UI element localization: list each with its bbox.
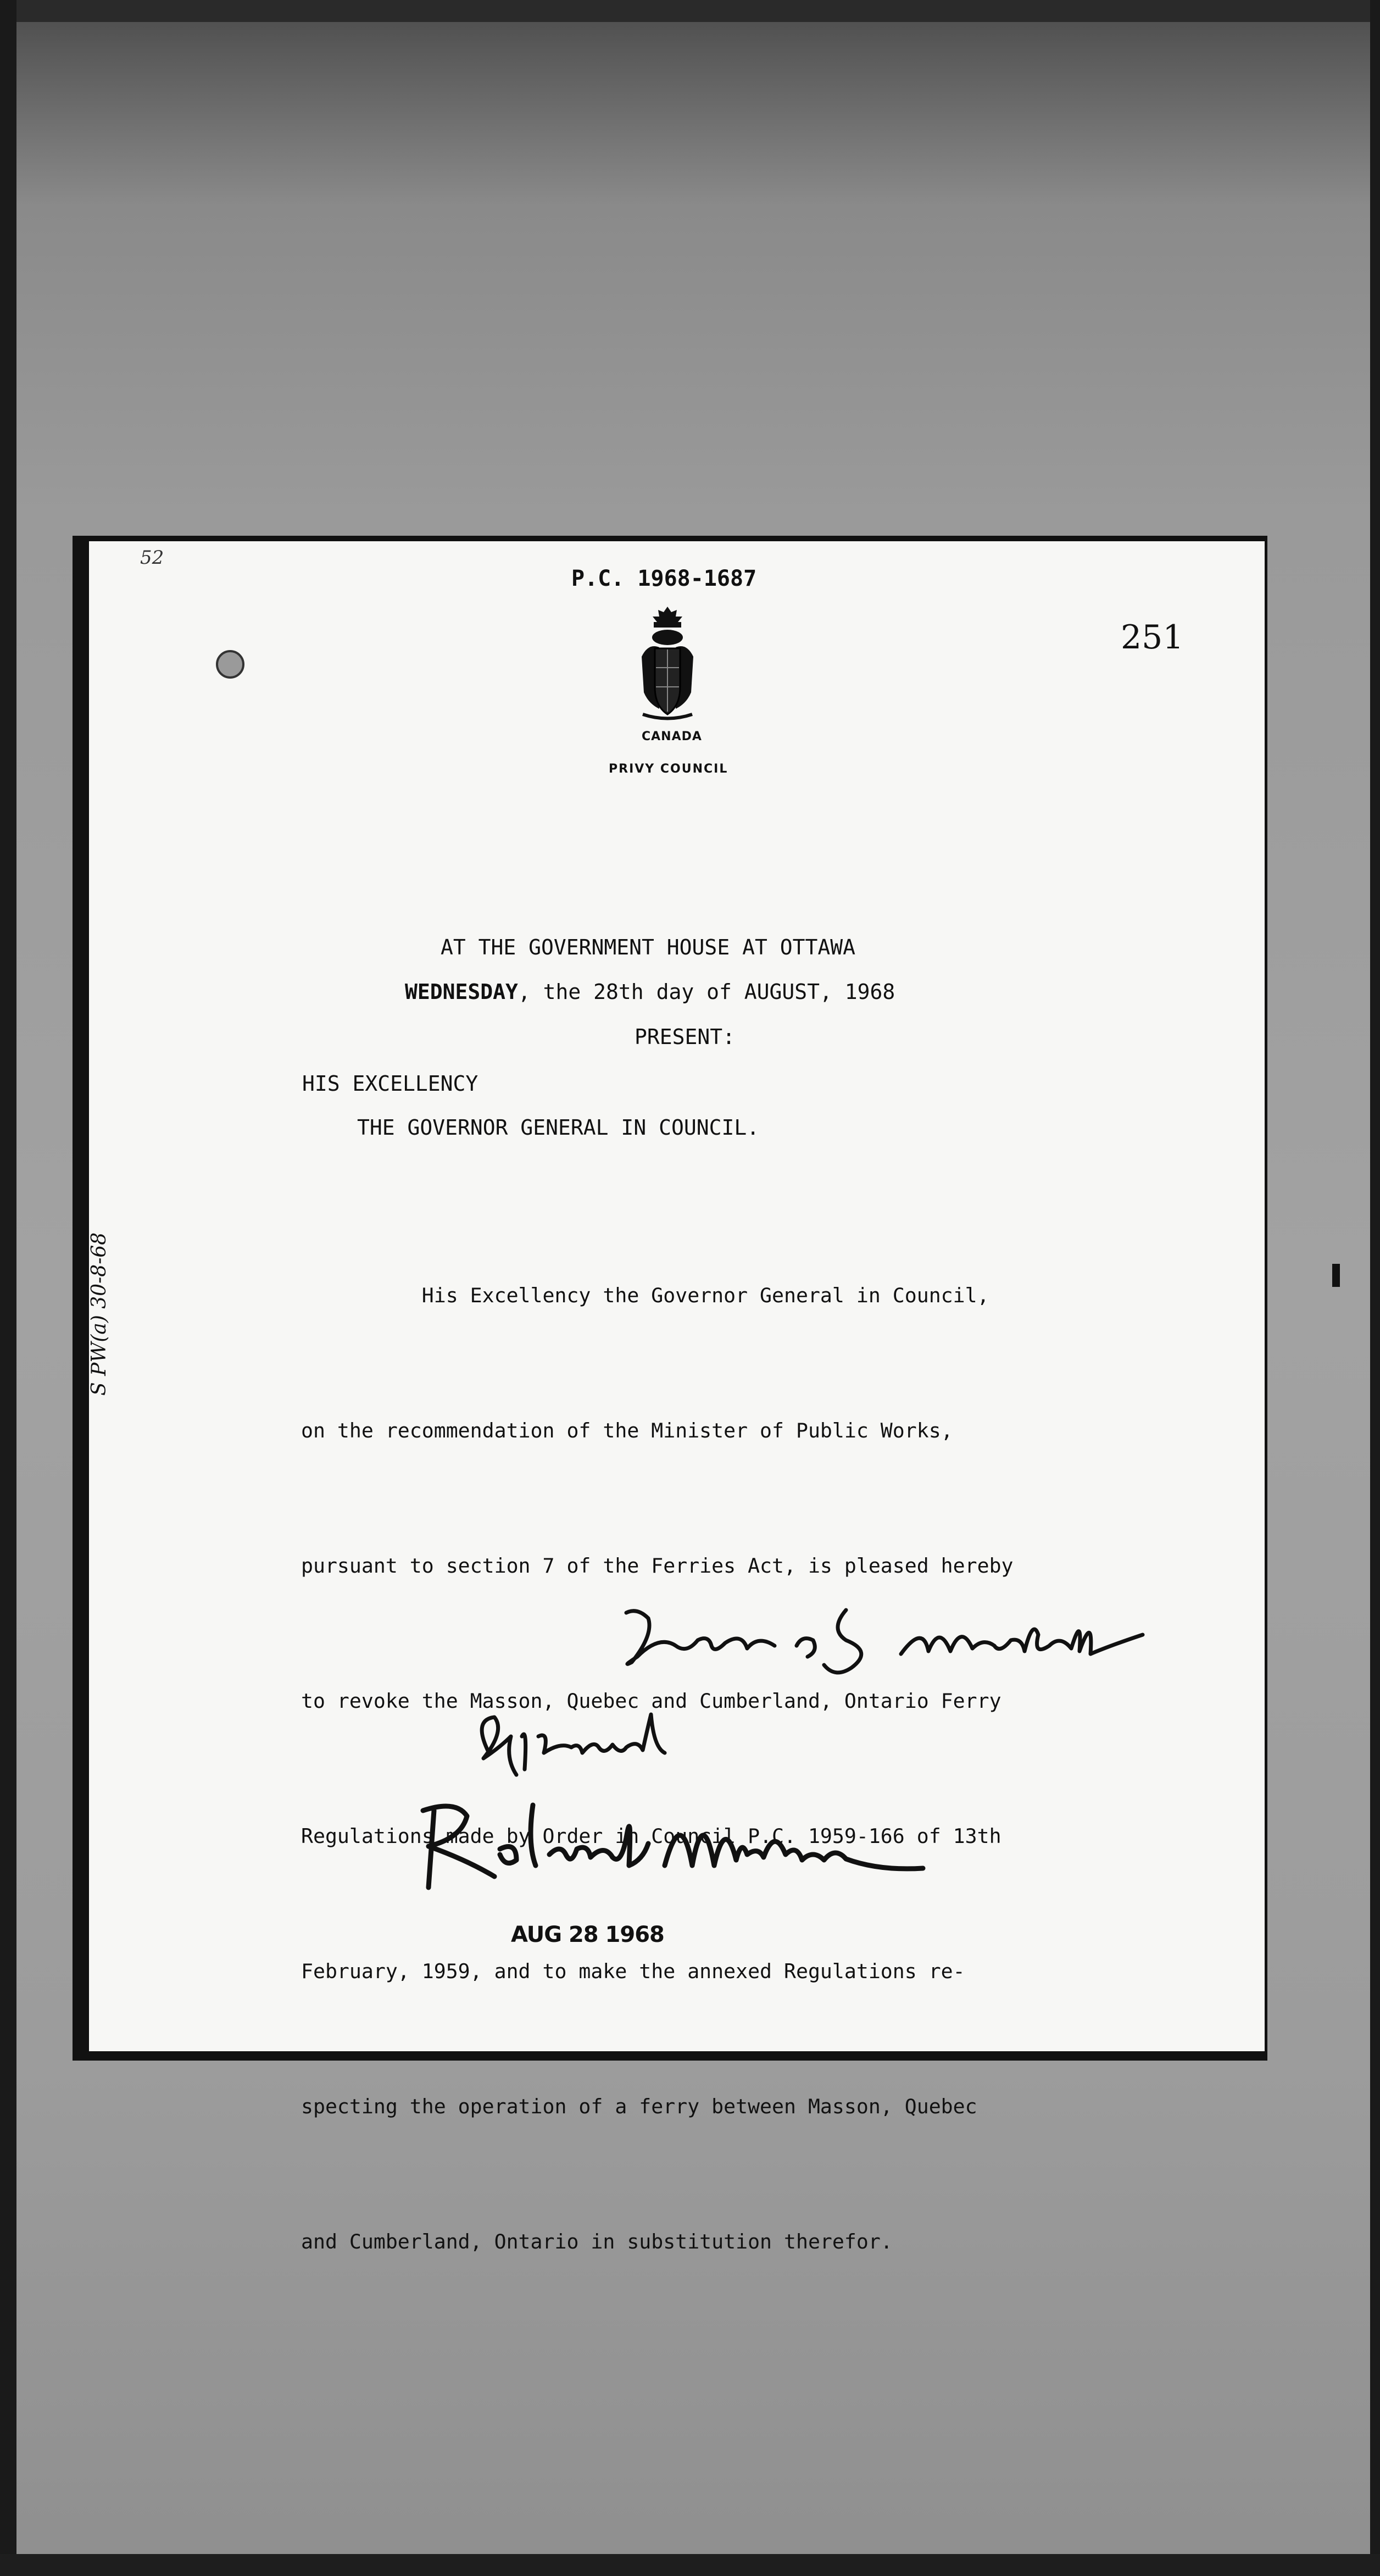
page-number: 251 (1121, 618, 1184, 657)
punch-hole (216, 650, 244, 679)
film-border-left (0, 0, 16, 2576)
crest-country: CANADA (642, 730, 702, 743)
approved-handwriting (461, 1709, 681, 1780)
film-border-bottom (0, 2554, 1380, 2576)
heading-place: AT THE GOVERNMENT HOUSE AT OTTAWA (441, 935, 855, 959)
film-border-top (0, 0, 1380, 22)
minister-signature (615, 1602, 1154, 1684)
handwritten-side-note: S PW(a) 30-8-68 (88, 1232, 110, 1396)
governor-general-signature (407, 1794, 934, 1898)
body-line: on the recommendation of the Minister of Public Works, (301, 1419, 953, 1442)
addressee-line-2: THE GOVERNOR GENERAL IN COUNCIL. (357, 1115, 760, 1140)
body-line: His Excellency the Governor General in Council, (301, 1284, 989, 1307)
corner-note: 52 (140, 547, 164, 569)
body-line: Regulations made by Order in Council P.C. 1959-166 of 13th (301, 1824, 1001, 1848)
body-line: to revoke the Masson, Quebec and Cumberland, Ontario Ferry (301, 1689, 1001, 1713)
crest-office: PRIVY COUNCIL (609, 762, 728, 776)
body-line: February, 1959, and to make the annexed Regulations re- (301, 1959, 965, 1983)
body-line: and Cumberland, Ontario in substitution therefor. (301, 2230, 893, 2253)
film-border-right (1370, 0, 1380, 2576)
canada-coat-of-arms-icon (637, 604, 698, 723)
heading-date-day: WEDNESDAY (405, 980, 518, 1004)
date-stamp: AUG 28 1968 (511, 1922, 664, 1947)
heading-date-rest: , the 28th day of AUGUST, 1968 (518, 980, 895, 1004)
body-line: pursuant to section 7 of the Ferries Act, is pleased hereby (301, 1554, 1014, 1578)
film-edge-mark (1332, 1264, 1340, 1287)
addressee-line-1: HIS EXCELLENCY (302, 1072, 478, 1096)
heading-date (405, 980, 895, 1004)
body-line: specting the operation of a ferry between Masson, Quebec (301, 2095, 977, 2118)
order-number: P.C. 1968-1687 (571, 566, 757, 591)
heading-present: PRESENT: (635, 1025, 736, 1049)
